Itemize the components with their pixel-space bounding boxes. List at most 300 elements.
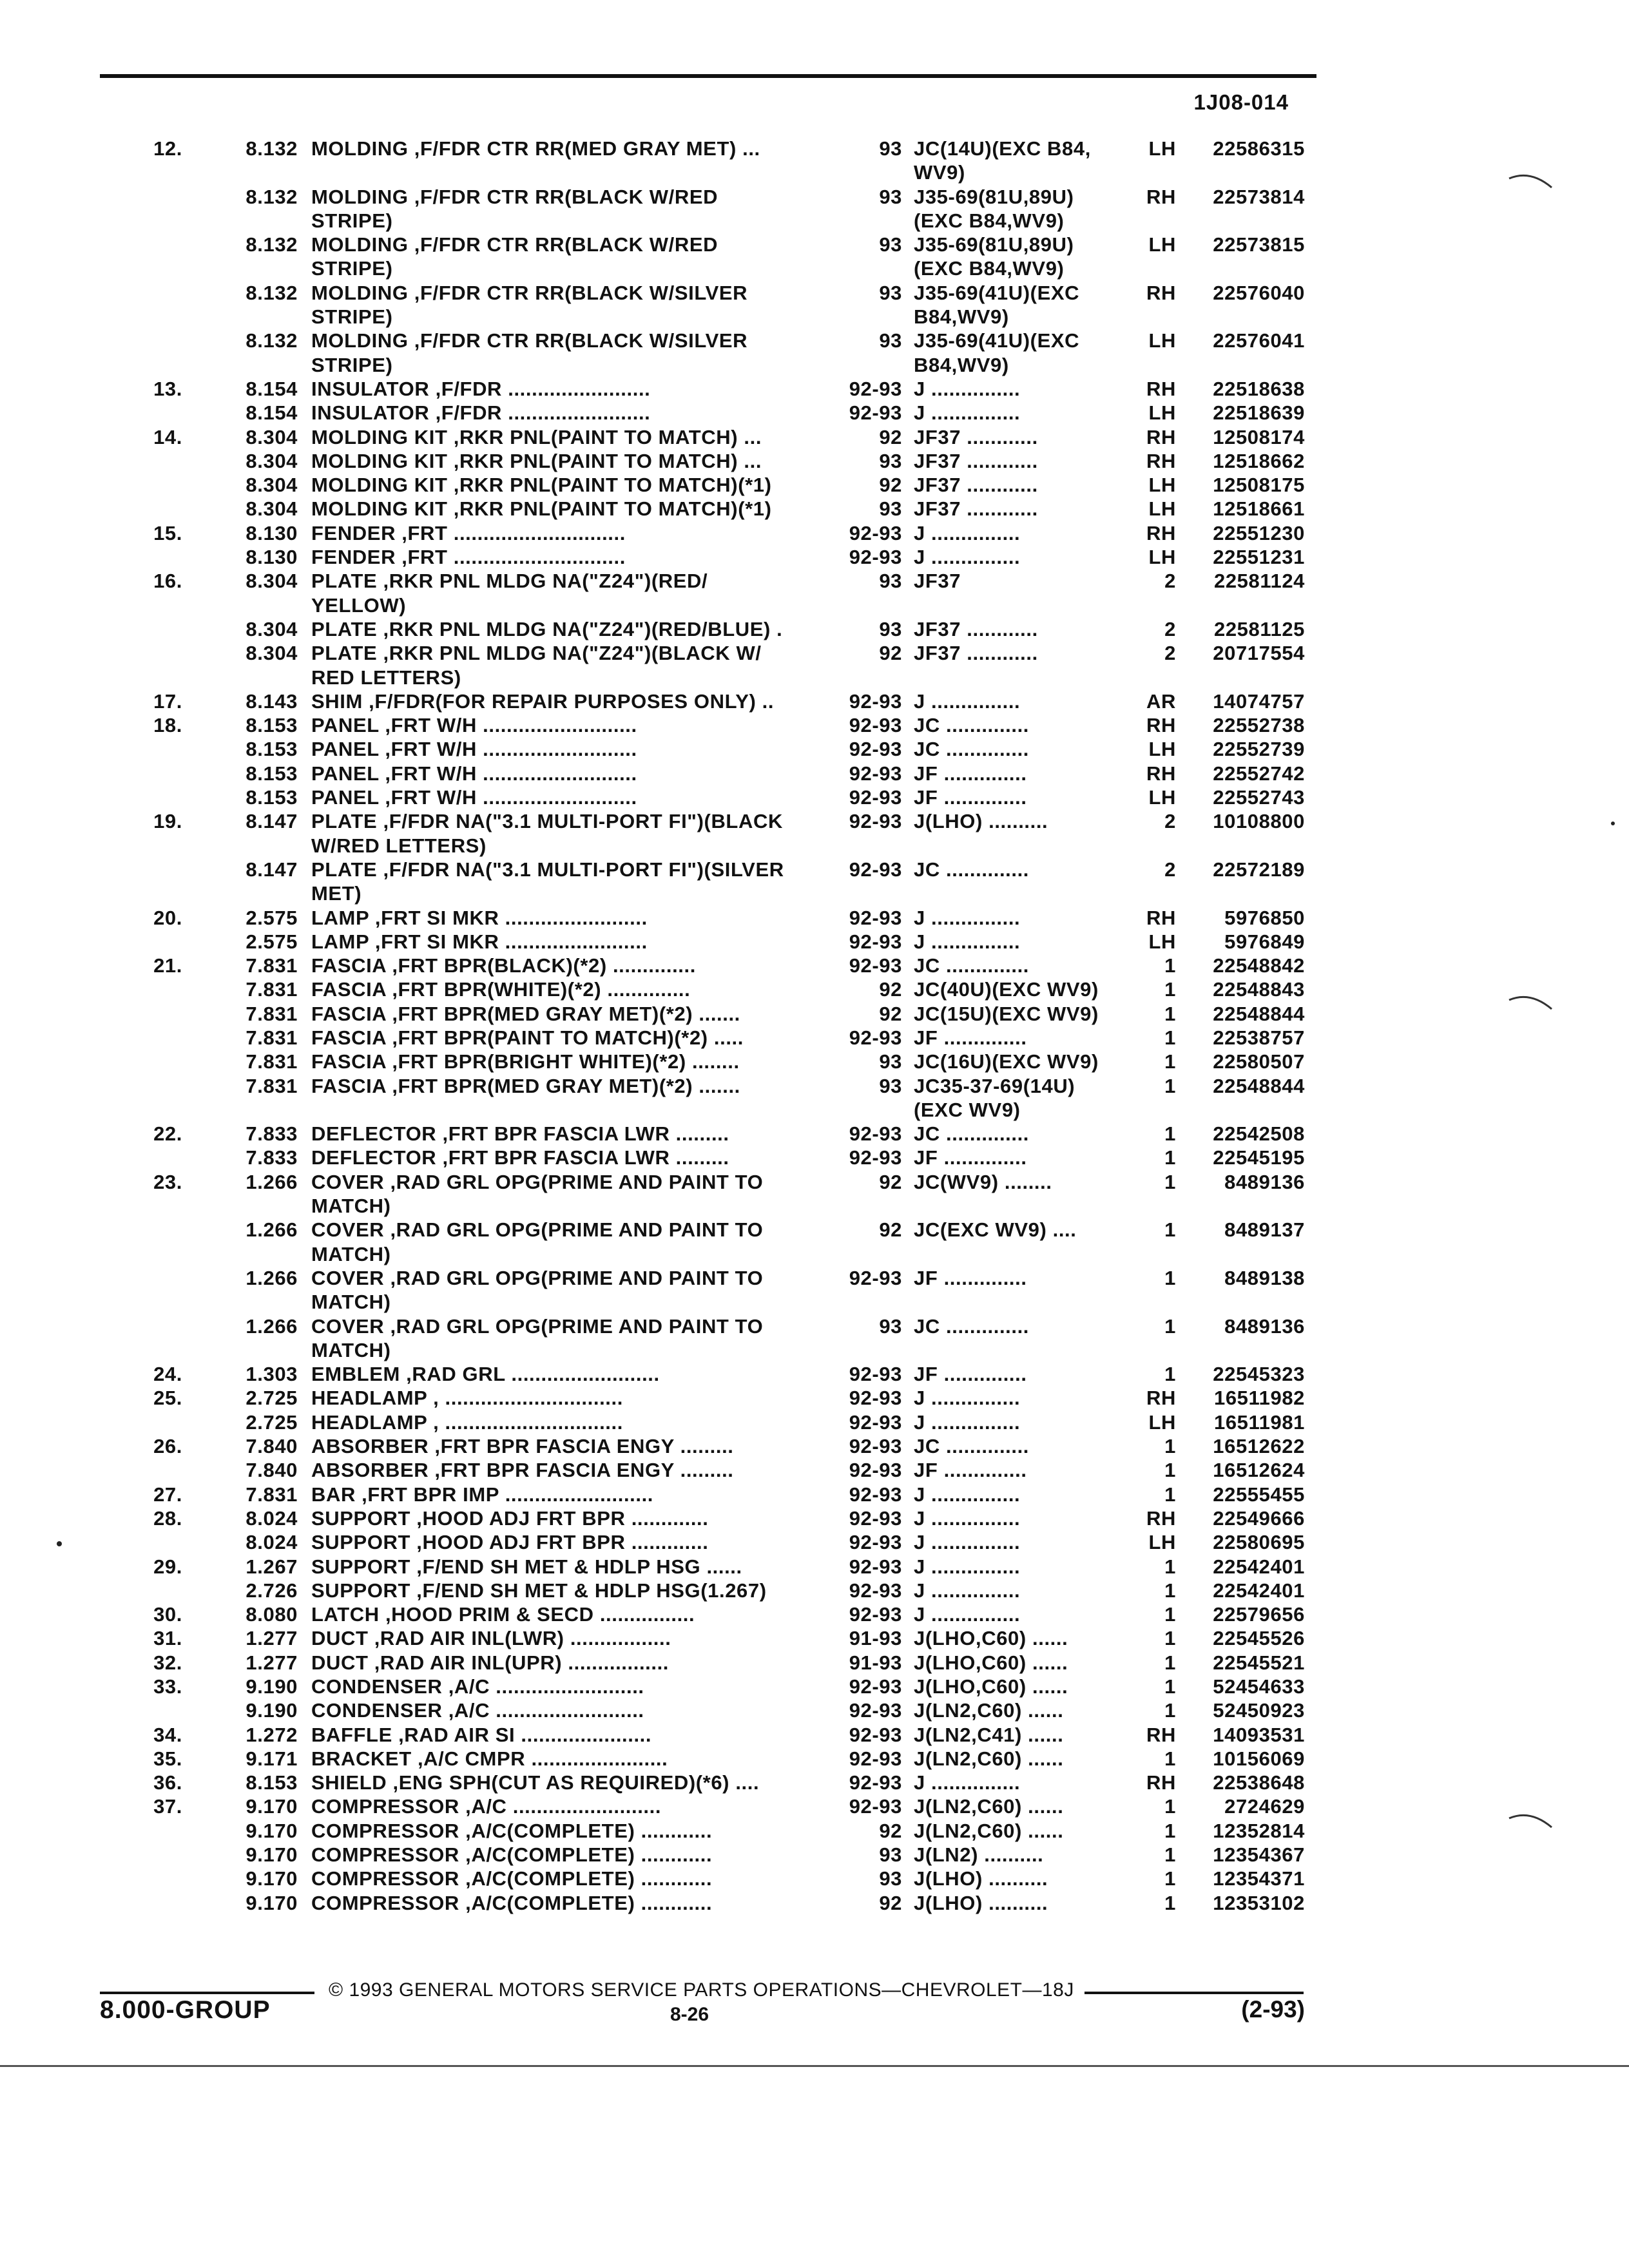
quantity: 1	[1164, 1122, 1176, 1146]
model-year: 92	[879, 1891, 902, 1914]
quantity: 1	[1164, 1843, 1176, 1867]
table-row	[0, 1410, 1629, 1434]
group-number: 8.024	[246, 1506, 298, 1530]
part-description: MOLDING KIT ,RKR PNL(PAINT TO MATCH) ...	[311, 425, 762, 448]
part-description: YELLOW)	[311, 593, 407, 617]
group-number: 8.132	[246, 137, 298, 160]
quantity: RH	[1146, 521, 1176, 544]
table-row	[0, 1626, 1629, 1650]
table-row	[0, 521, 1629, 545]
model-code: J ...............	[914, 906, 1021, 929]
table-row	[0, 1218, 1629, 1242]
model-year: 92	[879, 1218, 902, 1242]
group-number: 8.304	[246, 642, 298, 665]
quantity: 1	[1164, 1026, 1176, 1049]
model-code: J(LN2,C60) ......	[914, 1819, 1064, 1842]
model-year: 92-93	[849, 1483, 902, 1506]
quantity: 1	[1164, 1675, 1176, 1698]
model-year: 93	[879, 570, 902, 593]
part-number: 10156069	[1213, 1747, 1305, 1770]
model-code: J ...............	[914, 1483, 1021, 1506]
part-description: FASCIA ,FRT BPR(MED GRAY MET)(*2) .......	[311, 1074, 740, 1097]
illustration-number: 24.	[153, 1363, 182, 1386]
model-code: J ...............	[914, 377, 1021, 400]
illustration-number: 22.	[153, 1122, 182, 1146]
group-number: 8.154	[246, 377, 298, 400]
illustration-number: 26.	[153, 1435, 182, 1458]
part-number: 22572189	[1213, 858, 1305, 881]
model-code: (EXC B84,WV9)	[914, 257, 1065, 280]
part-description: FASCIA ,FRT BPR(PAINT TO MATCH)(*2) .....	[311, 1026, 744, 1049]
table-row	[0, 1891, 1629, 1915]
quantity: LH	[1148, 738, 1176, 761]
model-code: J ...............	[914, 401, 1021, 425]
quantity: 1	[1164, 1603, 1176, 1626]
punch-hole-mark	[1508, 992, 1553, 1012]
model-code: B84,WV9)	[914, 305, 1009, 329]
part-description: MOLDING ,F/FDR CTR RR(BLACK W/SILVER	[311, 281, 748, 304]
part-description: FENDER ,FRT .............................	[311, 546, 626, 569]
quantity: 1	[1164, 1050, 1176, 1073]
group-number: 9.170	[246, 1891, 298, 1914]
part-description: COMPRESSOR ,A/C(COMPLETE) ............	[311, 1819, 713, 1842]
group-number: 7.840	[246, 1459, 298, 1482]
model-code: JC ..............	[914, 858, 1030, 881]
model-year: 93	[879, 497, 902, 521]
quantity: 2	[1164, 642, 1176, 665]
illustration-number: 31.	[153, 1627, 182, 1650]
model-year: 92-93	[849, 762, 902, 785]
table-row	[0, 834, 1629, 858]
part-number: 22551231	[1213, 546, 1305, 569]
part-description: MOLDING ,F/FDR CTR RR(BLACK W/SILVER	[311, 329, 748, 352]
table-row	[0, 1122, 1629, 1146]
quantity: 1	[1164, 1819, 1176, 1842]
quantity: LH	[1148, 786, 1176, 809]
model-year: 92-93	[849, 1435, 902, 1458]
quantity: LH	[1148, 401, 1176, 425]
quantity: LH	[1148, 1410, 1176, 1434]
table-row	[0, 1675, 1629, 1698]
table-row	[0, 1026, 1629, 1050]
model-code: J ...............	[914, 1603, 1021, 1626]
quantity: 1	[1164, 1483, 1176, 1506]
table-row	[0, 1506, 1629, 1530]
model-year: 92-93	[849, 401, 902, 425]
part-number: 22548844	[1213, 1074, 1305, 1097]
model-year: 92-93	[849, 1506, 902, 1530]
model-code: JC(40U)(EXC WV9)	[914, 978, 1099, 1001]
part-description: PLATE ,RKR PNL MLDG NA("Z24")(RED/	[311, 570, 708, 593]
model-code: J(LHO) ..........	[914, 1891, 1048, 1914]
group-number: 8.147	[246, 810, 298, 833]
part-description: MATCH)	[311, 1242, 391, 1265]
group-number: 8.130	[246, 546, 298, 569]
group-number: 1.266	[246, 1170, 298, 1193]
quantity: RH	[1146, 1387, 1176, 1410]
part-number: 10108800	[1213, 810, 1305, 833]
part-number: 14074757	[1213, 689, 1305, 713]
part-number: 22518639	[1213, 401, 1305, 425]
part-description: LAMP ,FRT SI MKR ........................	[311, 930, 648, 953]
page-code: 1J08-014	[1193, 90, 1289, 114]
model-code: J(LN2,C41) ......	[914, 1723, 1064, 1746]
table-row	[0, 930, 1629, 954]
table-row	[0, 305, 1629, 329]
part-description: SUPPORT ,HOOD ADJ FRT BPR .............	[311, 1506, 709, 1530]
model-year: 93	[879, 233, 902, 256]
model-code: JC ..............	[914, 738, 1030, 761]
part-number: 22573815	[1213, 233, 1305, 256]
quantity: 1	[1164, 1002, 1176, 1025]
part-description: PANEL ,FRT W/H ..........................	[311, 786, 637, 809]
group-number: 8.304	[246, 449, 298, 472]
model-year: 92-93	[849, 906, 902, 929]
part-description: COVER ,RAD GRL OPG(PRIME AND PAINT TO	[311, 1170, 764, 1193]
table-row	[0, 1867, 1629, 1890]
illustration-number: 33.	[153, 1675, 182, 1698]
table-row	[0, 785, 1629, 809]
model-code: J35-69(41U)(EXC	[914, 329, 1080, 352]
page-number: 8-26	[670, 2004, 709, 2025]
part-number: 16511981	[1213, 1410, 1305, 1434]
table-row	[0, 1338, 1629, 1362]
model-code: JC(14U)(EXC B84,	[914, 137, 1091, 160]
model-year: 92	[879, 1002, 902, 1025]
table-row	[0, 353, 1629, 377]
part-number: 12508174	[1213, 425, 1305, 448]
model-year: 91-93	[849, 1627, 902, 1650]
part-description: SUPPORT ,F/END SH MET & HDLP HSG ......	[311, 1555, 742, 1578]
group-number: 8.147	[246, 858, 298, 881]
group-number: 8.153	[246, 762, 298, 785]
punch-hole-mark	[1508, 1811, 1553, 1830]
part-description: MOLDING ,F/FDR CTR RR(BLACK W/RED	[311, 185, 718, 208]
table-row	[0, 185, 1629, 209]
illustration-number: 23.	[153, 1170, 182, 1193]
model-year: 92-93	[849, 1459, 902, 1482]
model-year: 92-93	[849, 1387, 902, 1410]
group-number: 7.833	[246, 1122, 298, 1146]
table-row	[0, 809, 1629, 833]
group-number: 1.272	[246, 1723, 298, 1746]
part-description: COMPRESSOR ,A/C(COMPLETE) ............	[311, 1891, 713, 1914]
part-number: 52450923	[1213, 1699, 1305, 1722]
quantity: 1	[1164, 1459, 1176, 1482]
part-description: COVER ,RAD GRL OPG(PRIME AND PAINT TO	[311, 1218, 764, 1242]
table-row	[0, 1819, 1629, 1843]
part-number: 22573814	[1213, 185, 1305, 208]
model-year: 92-93	[849, 546, 902, 569]
group-number: 7.831	[246, 1026, 298, 1049]
table-row	[0, 1170, 1629, 1194]
quantity: LH	[1148, 1531, 1176, 1554]
model-year: 92-93	[849, 1675, 902, 1698]
group-number: 8.153	[246, 738, 298, 761]
part-description: MOLDING ,F/FDR CTR RR(MED GRAY MET) ...	[311, 137, 760, 160]
quantity: 1	[1164, 1218, 1176, 1242]
table-row	[0, 1098, 1629, 1122]
model-year: 93	[879, 1314, 902, 1338]
model-year: 92	[879, 474, 902, 497]
table-row	[0, 1242, 1629, 1266]
group-number: 9.170	[246, 1819, 298, 1842]
quantity: LH	[1148, 497, 1176, 521]
model-code: JC ..............	[914, 714, 1030, 737]
model-year: 92-93	[849, 377, 902, 400]
group-number: 1.303	[246, 1363, 298, 1386]
part-number: 22581124	[1213, 570, 1305, 593]
part-description: EMBLEM ,RAD GRL .........................	[311, 1363, 660, 1386]
part-number: 22538757	[1213, 1026, 1305, 1049]
table-row	[0, 713, 1629, 737]
part-number: 12518661	[1213, 497, 1305, 521]
group-number: 7.831	[246, 1050, 298, 1073]
model-code: JF37	[914, 570, 961, 593]
model-year: 92-93	[849, 1747, 902, 1770]
part-number: 22542401	[1213, 1555, 1305, 1578]
quantity: LH	[1148, 233, 1176, 256]
group-number: 2.725	[246, 1410, 298, 1434]
quantity: 1	[1164, 1435, 1176, 1458]
part-description: DUCT ,RAD AIR INL(LWR) .................	[311, 1627, 671, 1650]
table-row	[0, 1698, 1629, 1722]
group-number: 8.130	[246, 521, 298, 544]
quantity: LH	[1148, 329, 1176, 352]
model-year: 93	[879, 617, 902, 640]
part-description: SHIM ,F/FDR(FOR REPAIR PURPOSES ONLY) ..	[311, 689, 775, 713]
part-number: 22552738	[1213, 714, 1305, 737]
part-description: CONDENSER ,A/C .........................	[311, 1675, 644, 1698]
group-number: 8.304	[246, 425, 298, 448]
quantity: 1	[1164, 1795, 1176, 1818]
model-code: WV9)	[914, 161, 965, 184]
part-description: MOLDING KIT ,RKR PNL(PAINT TO MATCH)(*1)	[311, 497, 772, 521]
quantity: 1	[1164, 1651, 1176, 1674]
table-row	[0, 858, 1629, 881]
part-number: 12518662	[1213, 449, 1305, 472]
part-description: BAR ,FRT BPR IMP .........................	[311, 1483, 654, 1506]
table-row	[0, 377, 1629, 401]
part-number: 52454633	[1213, 1675, 1305, 1698]
part-description: INSULATOR ,F/FDR ........................	[311, 401, 651, 425]
part-number: 8489136	[1224, 1314, 1305, 1338]
part-description: COMPRESSOR ,A/C .........................	[311, 1795, 662, 1818]
footer-rule-right	[1084, 1992, 1304, 1994]
part-description: RED LETTERS)	[311, 666, 461, 689]
illustration-number: 19.	[153, 810, 182, 833]
group-number: 1.277	[246, 1651, 298, 1674]
illustration-number: 15.	[153, 521, 182, 544]
illustration-number: 27.	[153, 1483, 182, 1506]
model-code: J ...............	[914, 1579, 1021, 1602]
model-year: 92-93	[849, 810, 902, 833]
model-code: J(LN2,C60) ......	[914, 1795, 1064, 1818]
quantity: RH	[1146, 1771, 1176, 1794]
table-row	[0, 209, 1629, 233]
table-row	[0, 401, 1629, 425]
part-number: 12354367	[1213, 1843, 1305, 1867]
model-year: 92-93	[849, 1699, 902, 1722]
quantity: LH	[1148, 137, 1176, 160]
quantity: RH	[1146, 1723, 1176, 1746]
part-number: 14093531	[1213, 1723, 1305, 1746]
model-code: J35-69(81U,89U)	[914, 233, 1074, 256]
model-code: J ...............	[914, 1531, 1021, 1554]
part-description: PANEL ,FRT W/H ..........................	[311, 738, 637, 761]
table-row	[0, 1843, 1629, 1867]
model-year: 92-93	[849, 954, 902, 977]
group-number: 7.831	[246, 1074, 298, 1097]
table-row	[0, 906, 1629, 930]
quantity: 1	[1164, 1867, 1176, 1890]
model-code: J ...............	[914, 546, 1021, 569]
part-number: 22518638	[1213, 377, 1305, 400]
table-row	[0, 329, 1629, 352]
illustration-number: 36.	[153, 1771, 182, 1794]
table-row	[0, 473, 1629, 497]
quantity: 1	[1164, 1170, 1176, 1193]
part-description: W/RED LETTERS)	[311, 834, 487, 857]
table-row	[0, 881, 1629, 905]
table-row	[0, 281, 1629, 305]
part-description: MET)	[311, 882, 362, 905]
part-number: 22542401	[1213, 1579, 1305, 1602]
quantity: RH	[1146, 906, 1176, 929]
part-description: DEFLECTOR ,FRT BPR FASCIA LWR .........	[311, 1122, 729, 1146]
part-number: 22580695	[1213, 1531, 1305, 1554]
group-number: 8.153	[246, 714, 298, 737]
group-number: 9.190	[246, 1699, 298, 1722]
illustration-number: 16.	[153, 570, 182, 593]
model-code: JF37 ............	[914, 474, 1038, 497]
table-row	[0, 1290, 1629, 1314]
part-description: BAFFLE ,RAD AIR SI ......................	[311, 1723, 652, 1746]
model-code: J(LN2,C60) ......	[914, 1699, 1064, 1722]
model-year: 92-93	[849, 1410, 902, 1434]
table-row	[0, 1362, 1629, 1386]
part-description: COMPRESSOR ,A/C(COMPLETE) ............	[311, 1843, 713, 1867]
table-row	[0, 1651, 1629, 1675]
quantity: 1	[1164, 1627, 1176, 1650]
model-code: JC(16U)(EXC WV9)	[914, 1050, 1099, 1073]
model-code: (EXC B84,WV9)	[914, 209, 1065, 232]
part-number: 22549666	[1213, 1506, 1305, 1530]
group-number: 7.833	[246, 1146, 298, 1169]
part-description: MATCH)	[311, 1195, 391, 1218]
model-year: 92-93	[849, 1579, 902, 1602]
part-description: HEADLAMP , ..............................	[311, 1410, 623, 1434]
date-code: (2-93)	[1241, 1996, 1305, 2023]
table-row	[0, 1314, 1629, 1338]
quantity: 1	[1164, 1579, 1176, 1602]
group-label: 8.000-GROUP	[100, 1996, 271, 2024]
model-year: 92	[879, 425, 902, 448]
model-code: JC35-37-69(14U)	[914, 1074, 1075, 1097]
group-number: 8.132	[246, 329, 298, 352]
group-number: 2.726	[246, 1579, 298, 1602]
model-year: 92-93	[849, 1795, 902, 1818]
table-row	[0, 689, 1629, 713]
quantity: 2	[1164, 810, 1176, 833]
table-row	[0, 641, 1629, 665]
table-row	[0, 1434, 1629, 1458]
part-number: 22545526	[1213, 1627, 1305, 1650]
model-year: 92-93	[849, 689, 902, 713]
part-number: 16512622	[1213, 1435, 1305, 1458]
model-code: JC ..............	[914, 1435, 1030, 1458]
model-code: JC(WV9) ........	[914, 1170, 1052, 1193]
table-row	[0, 1723, 1629, 1747]
group-number: 7.831	[246, 1483, 298, 1506]
model-year: 92-93	[849, 1363, 902, 1386]
table-row	[0, 256, 1629, 280]
illustration-number: 18.	[153, 714, 182, 737]
part-description: STRIPE)	[311, 305, 393, 329]
part-description: LAMP ,FRT SI MKR ........................	[311, 906, 648, 929]
model-code: JC(15U)(EXC WV9)	[914, 1002, 1099, 1025]
part-description: FASCIA ,FRT BPR(WHITE)(*2) ..............	[311, 978, 691, 1001]
table-row	[0, 666, 1629, 689]
group-number: 7.831	[246, 1002, 298, 1025]
part-description: MOLDING KIT ,RKR PNL(PAINT TO MATCH)(*1)	[311, 474, 772, 497]
part-description: MOLDING ,F/FDR CTR RR(BLACK W/RED	[311, 233, 718, 256]
model-code: J ...............	[914, 689, 1021, 713]
part-number: 22548842	[1213, 954, 1305, 977]
illustration-number: 14.	[153, 425, 182, 448]
model-code: JF37 ............	[914, 617, 1038, 640]
model-year: 92-93	[849, 930, 902, 953]
model-year: 92-93	[849, 1122, 902, 1146]
group-number: 7.831	[246, 954, 298, 977]
model-code: JC(EXC WV9) ....	[914, 1218, 1077, 1242]
model-year: 92	[879, 1170, 902, 1193]
group-number: 1.267	[246, 1555, 298, 1578]
table-row	[0, 617, 1629, 641]
quantity: RH	[1146, 449, 1176, 472]
table-row	[0, 977, 1629, 1001]
part-description: COVER ,RAD GRL OPG(PRIME AND PAINT TO	[311, 1314, 764, 1338]
model-code: J(LHO,C60) ......	[914, 1627, 1068, 1650]
model-year: 92-93	[849, 1771, 902, 1794]
table-row	[0, 593, 1629, 617]
table-row	[0, 1530, 1629, 1554]
model-year: 93	[879, 137, 902, 160]
part-number: 22548843	[1213, 978, 1305, 1001]
illustration-number: 17.	[153, 689, 182, 713]
quantity: RH	[1146, 425, 1176, 448]
part-number: 16511982	[1213, 1387, 1305, 1410]
group-number: 8.154	[246, 401, 298, 425]
table-row	[0, 762, 1629, 785]
table-row	[0, 1794, 1629, 1818]
table-row	[0, 1483, 1629, 1506]
part-description: COMPRESSOR ,A/C(COMPLETE) ............	[311, 1867, 713, 1890]
model-code: JC ..............	[914, 954, 1030, 977]
header-rule	[100, 74, 1316, 78]
part-number: 22545323	[1213, 1363, 1305, 1386]
quantity: 1	[1164, 1555, 1176, 1578]
scan-speck	[1611, 822, 1615, 825]
quantity: AR	[1146, 689, 1176, 713]
model-code: J(LN2) ..........	[914, 1843, 1044, 1867]
group-number: 8.132	[246, 185, 298, 208]
table-row	[0, 497, 1629, 521]
part-description: PLATE ,F/FDR NA("3.1 MULTI-PORT FI")(SILVER	[311, 858, 784, 881]
model-code: J ...............	[914, 521, 1021, 544]
copyright-notice: © 1993 GENERAL MOTORS SERVICE PARTS OPERATIONS—CHEVROLET—18J	[329, 1979, 1074, 2001]
quantity: 1	[1164, 1363, 1176, 1386]
